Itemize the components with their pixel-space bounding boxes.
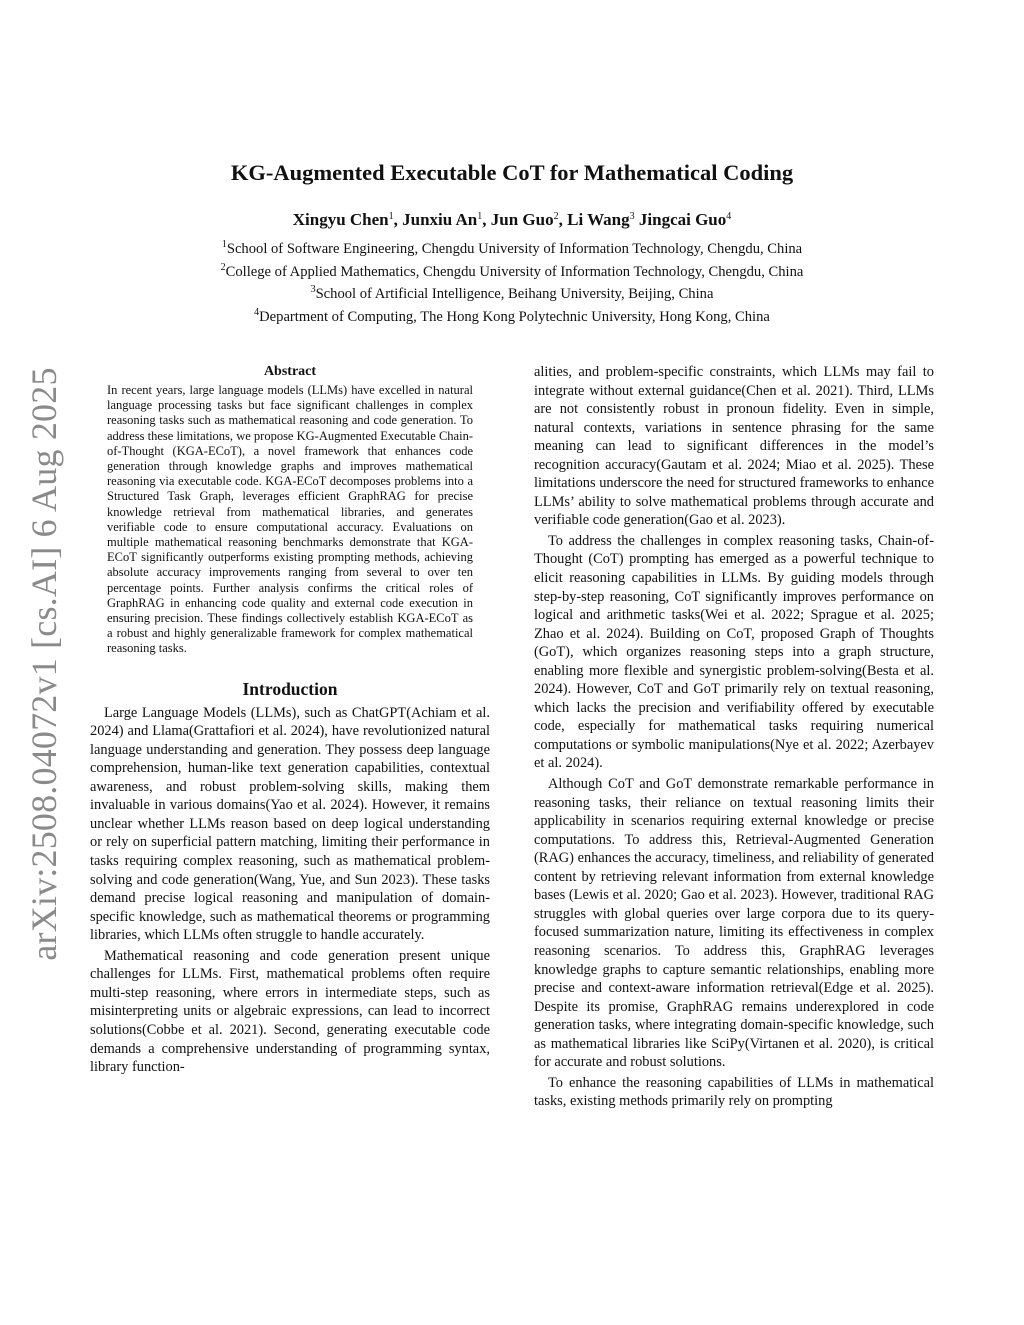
paragraph-continuation: alities, and problem-specific constraints, which LLMs may fail to integrate without external guidance(Chen et al. 2021). Third, LLMs are not consistently robust in pronoun fidelity. Even in simple, natural contexts, variations in sentence phrasing for the same meaning can lead to significant differences in the model’s recognition accuracy(Gautam et al. 2024; Miao et al. 2025). These limitations underscore the need for structured frameworks to enhance LLMs’ ability to solve mathematical problems through accurate and verifiable code generation(Gao et al. 2023). <box>534 364 934 529</box>
paragraph: To address the challenges in complex reasoning tasks, Chain-of-Thought (CoT) prompting has emerged as a powerful technique to elicit reasoning capabilities in LLMs. By guiding models through step-by-step reasoning, CoT significantly improves performance on logical and arithmetic tasks(Wei et al. 2022; Sprague et al. 2025; Zhao et al. 2024). Building on CoT, proposed Graph of Thoughts (GoT), which organizes reasoning steps into a graph structure, enabling more flexible and synergistic problem-solving(Besta et al. 2024). However, CoT and GoT primarily rely on textual reasoning, which lacks the precision and verifiability offered by executable code, especially for mathematical tasks requiring numerical computations or symbolic manipulations(Nye et al. 2022; Azerbayev et al. 2024). <box>534 532 934 772</box>
abstract-text: In recent years, large language models (LLMs) have excelled in natural language processing tasks but face significant challenges in complex reasoning tasks such as mathematical reasoning and code generation. To address these limitations, we propose KG-Augmented Executable Chain-of-Thought (KGA-ECoT), a novel framework that enhances code generation through knowledge graphs and improves mathematical reasoning via executable code. KGA-ECoT decomposes problems into a Structured Task Graph, leverages efficient GraphRAG for precise knowledge retrieval from mathematical libraries, and generates verifiable code to ensure computational accuracy. Evaluations on multiple mathematical reasoning benchmarks demonstrate that KGA-ECoT significantly outperforms existing prompting methods, achieving absolute accuracy improvements ranging from several to over ten percentage points. Further analysis confirms the critical roles of GraphRAG in enhancing code quality and external code execution in ensuring precision. These findings collectively establish KGA-ECoT as a robust and highly generalizable framework for complex mathematical reasoning tasks. <box>107 383 473 656</box>
author: Li Wang$^3$ <box>567 210 635 229</box>
author: Jingcai Guo$^4$ <box>638 210 732 229</box>
abstract-heading: Abstract <box>263 364 317 379</box>
paragraph: Although CoT and GoT demonstrate remarkable performance in reasoning tasks, their reliance on textual reasoning limits their applicability in scenarios requiring external knowledge or precise computations. To address this, Retrieval-Augmented Generation (RAG) enhances the accuracy, timeliness, and reliability of generated content by retrieving relevant information from external knowledge bases (Lewis et al. 2020; Gao et al. 2023). However, traditional RAG struggles with global queries over large corpora due to its query-focused summarization nature, limiting its effectiveness in complex reasoning scenarios. To address this, GraphRAG leverages knowledge graphs to capture semantic relationships, enabling more precise and context-aware information retrieval(Edge et al. 2025). Despite its promise, GraphRAG remains underexplored in code generation tasks, where integrating domain-specific knowledge, such as mathematical libraries like SciPy(Virtanen et al. 2020), is critical for accurate and robust solutions. <box>534 776 934 1071</box>
arxiv-id: arXiv:2508.04072v1 [cs.AI] 6 Aug 2025 <box>24 367 64 961</box>
introduction-heading: Introduction <box>242 678 338 699</box>
author: Xingyu Chen$^1$, <box>292 210 403 229</box>
affiliation: $^2$College of Applied Mathematics, Chengdu University of Information Technology, Chengdu, China <box>220 261 804 280</box>
arxiv-stamp <box>0 0 70 1325</box>
author: Junxiu An$^1$, <box>402 210 491 229</box>
paragraph: To enhance the reasoning capabilities of LLMs in mathematical tasks, existing methods primarily rely on prompting <box>534 1074 934 1110</box>
affiliation: $^3$School of Artificial Intelligence, Beihang University, Beijing, China <box>310 284 714 303</box>
affiliation-list <box>0 236 1024 326</box>
author-list <box>0 205 1024 232</box>
paper-title: KG-Augmented Executable CoT for Mathematical Coding <box>230 160 794 185</box>
affiliation: $^4$Department of Computing, The Hong Kong Polytechnic University, Hong Kong, China <box>254 306 770 325</box>
paragraph: Mathematical reasoning and code generation present unique challenges for LLMs. First, mathematical problems often require multi-step reasoning, where errors in intermediate steps, such as misinterpreting units or algebraic expressions, can lead to incorrect solutions(Cobbe et al. 2021). Second, generating executable code demands a comprehensive understanding of programming syntax, library function- <box>90 947 490 1076</box>
paragraph: Large Language Models (LLMs), such as ChatGPT(Achiam et al. 2024) and Llama(Grattafiori et al. 2024), have revolutionized natural language understanding and generation. They possess deep language comprehension, human-like text generation capabilities, contextual awareness, and robust problem-solving skills, making them invaluable in various domains(Yao et al. 2024). However, it remains unclear whether LLMs reason based on deep logical understanding or rely on superficial pattern matching, limiting their performance in tasks requiring complex reasoning, such as mathematical problem-solving and code generation(Wang, Yue, and Sun 2023). These tasks demand precise logical reasoning and manipulation of domain-specific knowledge, such as mathematical theorems or programming libraries, which LLMs often struggle to handle accurately. <box>90 704 490 944</box>
author: Jun Guo$^2$, <box>490 210 568 229</box>
affiliation: $^1$School of Software Engineering, Chengdu University of Information Technology, Chengdu, China <box>221 239 803 257</box>
left-column <box>90 363 490 1077</box>
right-column <box>534 363 934 1113</box>
